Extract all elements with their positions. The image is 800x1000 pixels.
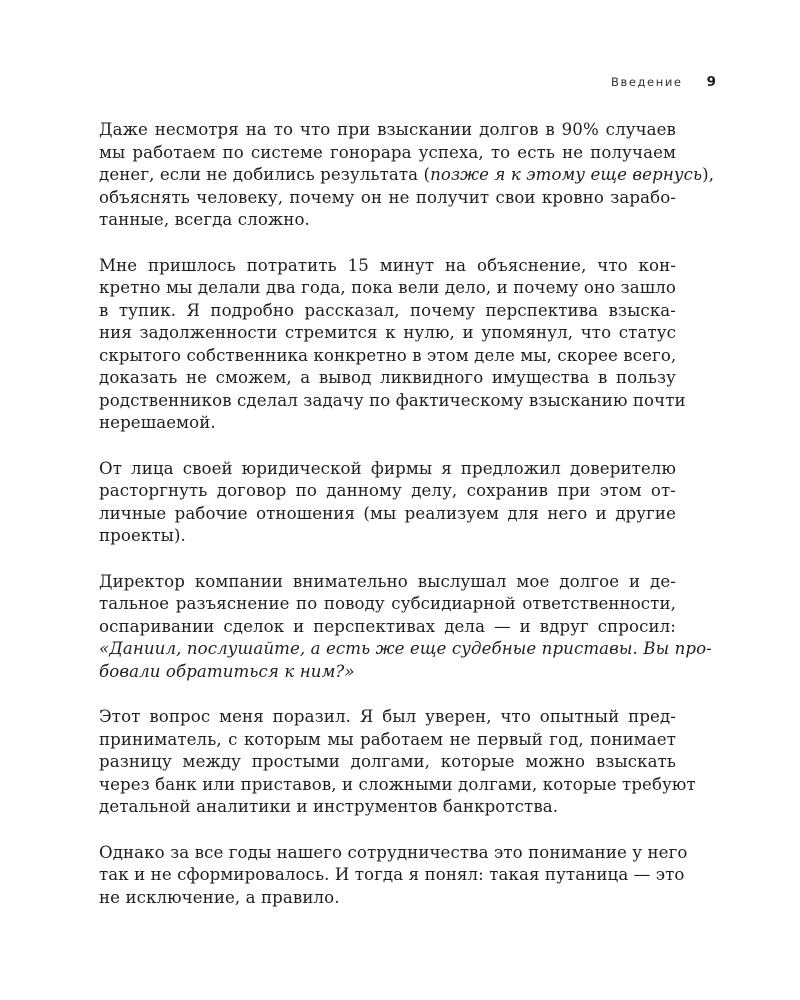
paragraph xyxy=(99,842,688,910)
text-line xyxy=(99,571,676,594)
text-line xyxy=(99,142,676,165)
text-segment: объяснять человеку, почему он не получит свои кровно зарабо- xyxy=(99,187,676,207)
text-line xyxy=(99,255,676,278)
text-segment: родственников сделал задачу по фактическому взысканию почти xyxy=(99,390,686,410)
italic-text: «Даниил, послушайте, а есть же еще судебные приставы. Вы про- xyxy=(99,639,712,658)
text-line xyxy=(99,480,676,503)
text-line xyxy=(99,119,676,142)
paragraph xyxy=(99,119,715,232)
text-segment: Даже несмотря на то что при взыскании долгов в 90% случаев xyxy=(99,120,676,139)
text-segment: ), xyxy=(702,165,715,184)
page-number: 9 xyxy=(706,74,716,90)
text-line xyxy=(99,300,676,323)
text-line xyxy=(99,209,676,232)
text-line xyxy=(99,277,676,300)
text-segment: расторгнуть договор по данному делу, сохранив при этом от- xyxy=(99,481,676,500)
body-text xyxy=(99,119,715,932)
text-line xyxy=(99,503,676,526)
text-line xyxy=(99,774,696,797)
section-title: Введение xyxy=(610,75,683,89)
text-segment: Однако за все годы нашего сотрудничества это понимание у него xyxy=(99,842,688,862)
paragraph xyxy=(99,458,676,548)
text-segment: кретно мы делали два года, пока вели дело, и почему оно зашло xyxy=(99,278,676,297)
text-line xyxy=(99,164,715,187)
text-line xyxy=(99,729,676,752)
text-line xyxy=(99,322,676,345)
paragraph xyxy=(99,706,696,819)
text-segment: ния задолженности стремится к нулю, и упомянул, что статус xyxy=(99,323,676,342)
italic-text: позже я к этому еще вернусь xyxy=(430,165,703,184)
text-line xyxy=(99,751,676,774)
text-segment: Этот вопрос меня поразил. Я был уверен, что опытный пред- xyxy=(99,707,676,726)
text-line xyxy=(99,367,676,390)
text-line xyxy=(99,887,676,910)
text-segment: не исключение, а правило. xyxy=(99,887,340,907)
text-segment: От лица своей юридической фирмы я предложил доверителю xyxy=(99,458,676,478)
text-line xyxy=(99,616,676,639)
italic-text: бовали обратиться к ним?» xyxy=(99,661,355,681)
text-line xyxy=(99,661,676,684)
text-segment: личные рабочие отношения (мы реализуем для него и другие xyxy=(99,503,676,523)
text-segment: денег, если не добились результата ( xyxy=(99,165,431,184)
text-segment: мы работаем по системе гонорара успеха, то есть не получаем xyxy=(99,142,676,162)
text-segment: детальной аналитики и инструментов банкротства. xyxy=(99,797,559,816)
text-line xyxy=(99,864,685,887)
text-line xyxy=(99,412,676,435)
text-segment: нерешаемой. xyxy=(99,413,216,432)
text-segment: через банк или приставов, и сложными долгами, которые требуют xyxy=(99,774,696,794)
paragraph xyxy=(99,255,686,435)
text-segment: доказать не сможем, а вывод ликвидного имущества в пользу xyxy=(99,368,676,387)
text-segment: разницу между простыми долгами, которые можно взыскать xyxy=(99,752,676,771)
text-line xyxy=(99,706,676,729)
text-segment: танные, всегда сложно. xyxy=(99,210,310,229)
running-header xyxy=(560,72,716,92)
text-line xyxy=(99,796,676,819)
text-segment: проекты). xyxy=(99,526,186,545)
paragraph xyxy=(99,571,712,684)
text-segment: Мне пришлось потратить 15 минут на объяснение, что кон- xyxy=(99,255,676,275)
text-segment: скрытого собственника конкретно в этом деле мы, скорее всего, xyxy=(99,345,677,365)
text-line xyxy=(99,525,676,548)
text-line xyxy=(99,593,676,616)
text-line xyxy=(99,345,676,368)
text-segment: оспаривании сделок и перспективах дела — и вдруг спросил: xyxy=(99,616,676,636)
text-line xyxy=(99,842,688,865)
text-segment: приниматель, с которым мы работаем не первый год, понимает xyxy=(99,729,676,749)
text-line xyxy=(99,390,686,413)
text-line xyxy=(99,638,712,661)
text-line xyxy=(99,187,676,210)
text-segment: тальное разъяснение по поводу субсидиарной ответственности, xyxy=(99,594,676,613)
text-segment: так и не сформировалось. И тогда я понял: такая путаница — это xyxy=(99,865,685,884)
text-line xyxy=(99,458,676,481)
text-segment: Директор компании внимательно выслушал мое долгое и де- xyxy=(99,571,676,591)
text-segment: в тупик. Я подробно рассказал, почему перспектива взыска- xyxy=(99,300,676,320)
